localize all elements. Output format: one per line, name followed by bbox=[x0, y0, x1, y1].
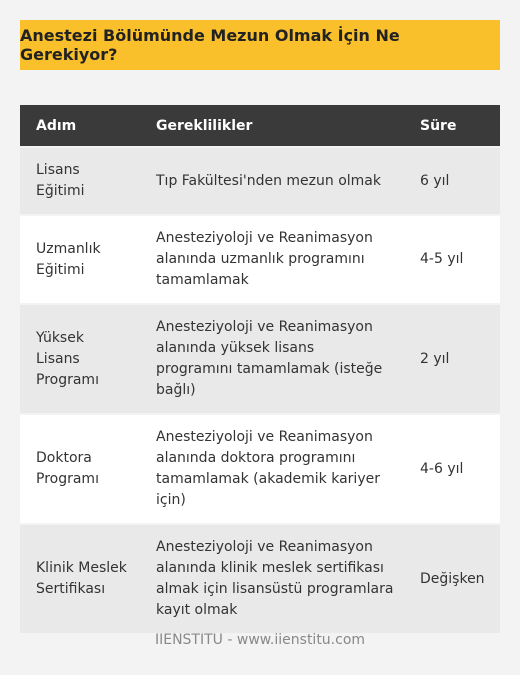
requirement-cell: Anesteziyoloji ve Reanimasyon alanında doktora programını tamamlamak (akademik kariyer için) bbox=[140, 414, 404, 524]
table-row bbox=[20, 147, 500, 215]
footer-credit: IIENSTITU - www.iienstitu.com bbox=[154, 632, 366, 648]
table-row bbox=[20, 215, 500, 304]
step-cell: Doktora Programı bbox=[20, 414, 140, 524]
column-header-requirements: Gereklilikler bbox=[140, 105, 404, 147]
page-title: Anestezi Bölümünde Mezun Olmak İçin Ne Gerekiyor? bbox=[20, 20, 500, 70]
step-cell: Uzmanlık Eğitimi bbox=[20, 215, 140, 304]
column-header-duration: Süre bbox=[404, 105, 500, 147]
duration-cell: 4-5 yıl bbox=[404, 215, 500, 304]
duration-cell: 6 yıl bbox=[404, 147, 500, 215]
table-header-row bbox=[20, 105, 500, 147]
table-row bbox=[20, 304, 500, 414]
requirements-table bbox=[20, 105, 500, 633]
requirement-cell: Anesteziyoloji ve Reanimasyon alanında klinik meslek sertifikası almak için lisansüstü programlara kayıt olmak bbox=[140, 524, 404, 633]
duration-cell: 2 yıl bbox=[404, 304, 500, 414]
duration-cell: 4-6 yıl bbox=[404, 414, 500, 524]
step-cell: Yüksek Lisans Programı bbox=[20, 304, 140, 414]
column-header-step: Adım bbox=[20, 105, 140, 147]
requirement-cell: Tıp Fakültesi'nden mezun olmak bbox=[140, 147, 404, 215]
table-row bbox=[20, 414, 500, 524]
table-row bbox=[20, 524, 500, 633]
requirement-cell: Anesteziyoloji ve Reanimasyon alanında uzmanlık programını tamamlamak bbox=[140, 215, 404, 304]
step-cell: Lisans Eğitimi bbox=[20, 147, 140, 215]
step-cell: Klinik Meslek Sertifikası bbox=[20, 524, 140, 633]
requirement-cell: Anesteziyoloji ve Reanimasyon alanında yüksek lisans programını tamamlamak (isteğe bağlı) bbox=[140, 304, 404, 414]
duration-cell: Değişken bbox=[404, 524, 500, 633]
